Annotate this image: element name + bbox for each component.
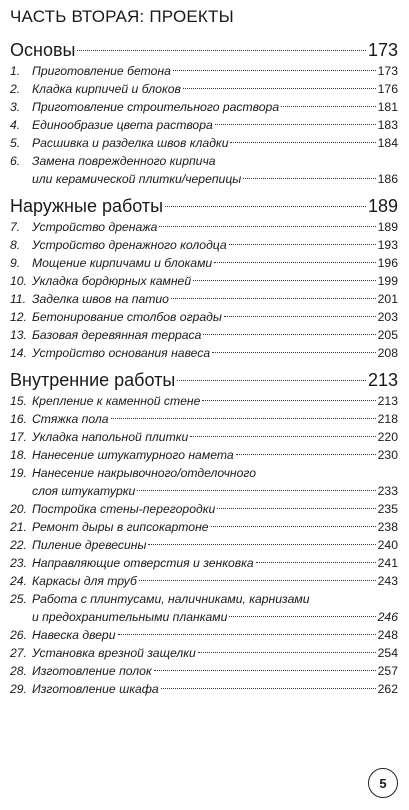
leader-dots bbox=[148, 544, 375, 545]
entry-page: 240 bbox=[377, 538, 398, 552]
section-page: 213 bbox=[367, 370, 398, 390]
section-page: 189 bbox=[367, 196, 398, 216]
toc-entry[interactable] bbox=[10, 152, 398, 188]
entry-page: 189 bbox=[377, 220, 398, 234]
toc-entry[interactable] bbox=[10, 344, 398, 362]
leader-dots bbox=[230, 142, 375, 143]
leader-dots bbox=[165, 206, 366, 207]
entry-page: 208 bbox=[377, 346, 398, 360]
leader-dots bbox=[161, 688, 376, 689]
entry-title: Приготовление бетона bbox=[32, 64, 171, 78]
entry-number: 14. bbox=[10, 346, 27, 360]
toc-entry[interactable] bbox=[10, 536, 398, 554]
entry-title: Ремонт дыры в гипсокартоне bbox=[32, 520, 209, 534]
toc-page bbox=[10, 6, 398, 704]
entry-title: Нанесение штукатурного намета bbox=[32, 448, 234, 462]
toc-entry[interactable] bbox=[10, 626, 398, 644]
toc-entry[interactable] bbox=[10, 410, 398, 428]
entry-number: 28. bbox=[10, 664, 27, 678]
entry-number: 4. bbox=[10, 118, 21, 132]
leader-dots bbox=[217, 508, 375, 509]
entry-title: Приготовление строительного раствора bbox=[32, 100, 280, 114]
entry-page: 203 bbox=[377, 310, 398, 324]
entry-number: 11. bbox=[10, 292, 27, 306]
entry-page: 235 bbox=[377, 502, 398, 516]
leader-dots bbox=[154, 670, 376, 671]
toc-entry[interactable] bbox=[10, 272, 398, 290]
entry-title: Устройство основания навеса bbox=[32, 346, 211, 360]
entry-page: 230 bbox=[377, 448, 398, 462]
leader-dots bbox=[137, 490, 375, 491]
toc-entry[interactable] bbox=[10, 290, 398, 308]
part-title: ЧАСТЬ ВТОРАЯ: ПРОЕКТЫ bbox=[10, 7, 234, 26]
leader-dots bbox=[159, 226, 375, 227]
entry-number: 25. bbox=[10, 592, 27, 606]
leader-dots bbox=[243, 178, 375, 179]
entry-page: 233 bbox=[377, 484, 398, 498]
entry-page: 246 bbox=[377, 610, 398, 624]
entry-title: Изготовление шкафа bbox=[32, 682, 159, 696]
section-heading[interactable] bbox=[10, 368, 398, 392]
entry-title: Кладка кирпичей и блоков bbox=[32, 82, 181, 96]
entry-title: Изготовление полок bbox=[32, 664, 152, 678]
entry-title: Крепление к каменной стене bbox=[32, 394, 201, 408]
toc-section bbox=[10, 194, 398, 362]
entry-number: 8. bbox=[10, 238, 21, 252]
entry-page: 176 bbox=[377, 82, 398, 96]
entry-title: Нанесение накрывочного/отделочного bbox=[32, 466, 257, 480]
toc-entry[interactable] bbox=[10, 134, 398, 152]
entry-title: Единообразие цвета раствора bbox=[32, 118, 213, 132]
entry-number: 26. bbox=[10, 628, 27, 642]
leader-dots bbox=[214, 262, 375, 263]
section-heading[interactable] bbox=[10, 194, 398, 218]
toc-entry[interactable] bbox=[10, 62, 398, 80]
entry-title: Базовая деревянная терраса bbox=[32, 328, 202, 342]
entry-number: 22. bbox=[10, 538, 27, 552]
entry-page: 184 bbox=[377, 136, 398, 150]
entry-page: 183 bbox=[377, 118, 398, 132]
entry-title: Пиление древесины bbox=[32, 538, 147, 552]
leader-dots bbox=[193, 280, 376, 281]
entry-page: 220 bbox=[377, 430, 398, 444]
entry-number: 19. bbox=[10, 466, 27, 480]
entry-page: 205 bbox=[377, 328, 398, 342]
section-heading[interactable] bbox=[10, 38, 398, 62]
toc-entry[interactable] bbox=[10, 464, 398, 500]
toc-entry[interactable] bbox=[10, 218, 398, 236]
entry-title: Установка врезной защелки bbox=[32, 646, 196, 660]
leader-dots bbox=[177, 380, 366, 381]
entry-page: 248 bbox=[377, 628, 398, 642]
leader-dots bbox=[229, 244, 376, 245]
entry-number: 21. bbox=[10, 520, 27, 534]
entry-number: 1. bbox=[10, 64, 21, 78]
toc-entry[interactable] bbox=[10, 116, 398, 134]
leader-dots bbox=[198, 652, 376, 653]
entry-number: 12. bbox=[10, 310, 27, 324]
entry-page: 254 bbox=[377, 646, 398, 660]
toc-entry[interactable] bbox=[10, 236, 398, 254]
entry-number: 18. bbox=[10, 448, 27, 462]
toc-entry[interactable] bbox=[10, 680, 398, 698]
leader-dots bbox=[139, 580, 376, 581]
leader-dots bbox=[224, 316, 376, 317]
entry-title: Укладка бордюрных камней bbox=[32, 274, 192, 288]
entry-page: 257 bbox=[377, 664, 398, 678]
toc-entry[interactable] bbox=[10, 308, 398, 326]
section-title: Наружные работы bbox=[10, 196, 164, 216]
entry-page: 196 bbox=[377, 256, 398, 270]
entry-title: Постройка стены-перегородки bbox=[32, 502, 216, 516]
toc-entry[interactable] bbox=[10, 662, 398, 680]
leader-dots bbox=[171, 298, 376, 299]
leader-dots bbox=[203, 334, 375, 335]
entry-number: 9. bbox=[10, 256, 21, 270]
entry-number: 2. bbox=[10, 82, 21, 96]
entry-title: Навеска двери bbox=[32, 628, 116, 642]
entry-title: Заделка швов на патио bbox=[32, 292, 169, 306]
leader-dots bbox=[77, 50, 366, 51]
entry-number: 23. bbox=[10, 556, 27, 570]
leader-dots bbox=[190, 436, 375, 437]
toc-entry[interactable] bbox=[10, 644, 398, 662]
entry-title-continued: и предохранительными планками bbox=[32, 610, 228, 624]
entry-title: Расшивка и разделка швов кладки bbox=[32, 136, 229, 150]
entry-page: 241 bbox=[377, 556, 398, 570]
entry-page: 186 bbox=[377, 172, 398, 186]
toc-entry[interactable] bbox=[10, 392, 398, 410]
toc-section bbox=[10, 368, 398, 698]
toc-entry[interactable] bbox=[10, 428, 398, 446]
leader-dots bbox=[256, 562, 376, 563]
toc-section bbox=[10, 38, 398, 188]
entry-title: Устройство дренажного колодца bbox=[32, 238, 227, 252]
entry-title: Мощение кирпичами и блоками bbox=[32, 256, 213, 270]
entry-number: 15. bbox=[10, 394, 27, 408]
toc-entry[interactable] bbox=[10, 554, 398, 572]
entry-page: 218 bbox=[377, 412, 398, 426]
toc-sections bbox=[10, 38, 398, 698]
entry-title: Устройство дренажа bbox=[32, 220, 158, 234]
toc-entry[interactable] bbox=[10, 80, 398, 98]
entry-page: 193 bbox=[377, 238, 398, 252]
entry-page: 173 bbox=[377, 64, 398, 78]
entry-title: Укладка напольной плитки bbox=[32, 430, 189, 444]
toc-entry[interactable] bbox=[10, 254, 398, 272]
entry-title-continued: или керамической плитки/черепицы bbox=[32, 172, 242, 186]
entry-title: Работа с плинтусами, наличниками, карнизами bbox=[32, 592, 310, 606]
leader-dots bbox=[236, 454, 376, 455]
leader-dots bbox=[118, 634, 376, 635]
leader-dots bbox=[281, 106, 376, 107]
entry-title-continued: слоя штукатурки bbox=[32, 484, 136, 498]
leader-dots bbox=[229, 616, 375, 617]
toc-entry[interactable] bbox=[10, 572, 398, 590]
toc-entry[interactable] bbox=[10, 500, 398, 518]
entry-page: 201 bbox=[377, 292, 398, 306]
entry-page: 181 bbox=[377, 100, 398, 114]
entry-number: 17. bbox=[10, 430, 27, 444]
toc-entry[interactable] bbox=[10, 326, 398, 344]
leader-dots bbox=[202, 400, 375, 401]
entry-number: 7. bbox=[10, 220, 21, 234]
entry-title: Замена поврежденного кирпича bbox=[32, 154, 216, 168]
leader-dots bbox=[173, 70, 376, 71]
entry-title: Направляющие отверстия и зенковка bbox=[32, 556, 254, 570]
entry-number: 20. bbox=[10, 502, 27, 516]
page-number-badge: 5 bbox=[368, 768, 398, 798]
toc-entry[interactable] bbox=[10, 518, 398, 536]
entry-number: 3. bbox=[10, 100, 21, 114]
leader-dots bbox=[183, 88, 376, 89]
entry-page: 213 bbox=[377, 394, 398, 408]
entry-number: 10. bbox=[10, 274, 27, 288]
leader-dots bbox=[215, 124, 376, 125]
leader-dots bbox=[211, 526, 376, 527]
section-page: 173 bbox=[367, 40, 398, 60]
section-title: Основы bbox=[10, 40, 76, 60]
entry-page: 238 bbox=[377, 520, 398, 534]
entry-title: Бетонирование столбов ограды bbox=[32, 310, 222, 324]
entry-number: 6. bbox=[10, 154, 21, 168]
toc-entry[interactable] bbox=[10, 98, 398, 116]
entry-number: 24. bbox=[10, 574, 27, 588]
entry-number: 29. bbox=[10, 682, 27, 696]
entry-page: 262 bbox=[377, 682, 398, 696]
entry-page: 199 bbox=[377, 274, 398, 288]
entry-number: 13. bbox=[10, 328, 27, 342]
entry-title: Каркасы для труб bbox=[32, 574, 137, 588]
entry-number: 27. bbox=[10, 646, 27, 660]
toc-entry[interactable] bbox=[10, 590, 398, 626]
leader-dots bbox=[111, 418, 376, 419]
leader-dots bbox=[212, 352, 375, 353]
entry-page: 243 bbox=[377, 574, 398, 588]
entry-number: 16. bbox=[10, 412, 27, 426]
section-title: Внутренние работы bbox=[10, 370, 176, 390]
entry-title: Стяжка пола bbox=[32, 412, 109, 426]
entry-number: 5. bbox=[10, 136, 21, 150]
toc-entry[interactable] bbox=[10, 446, 398, 464]
